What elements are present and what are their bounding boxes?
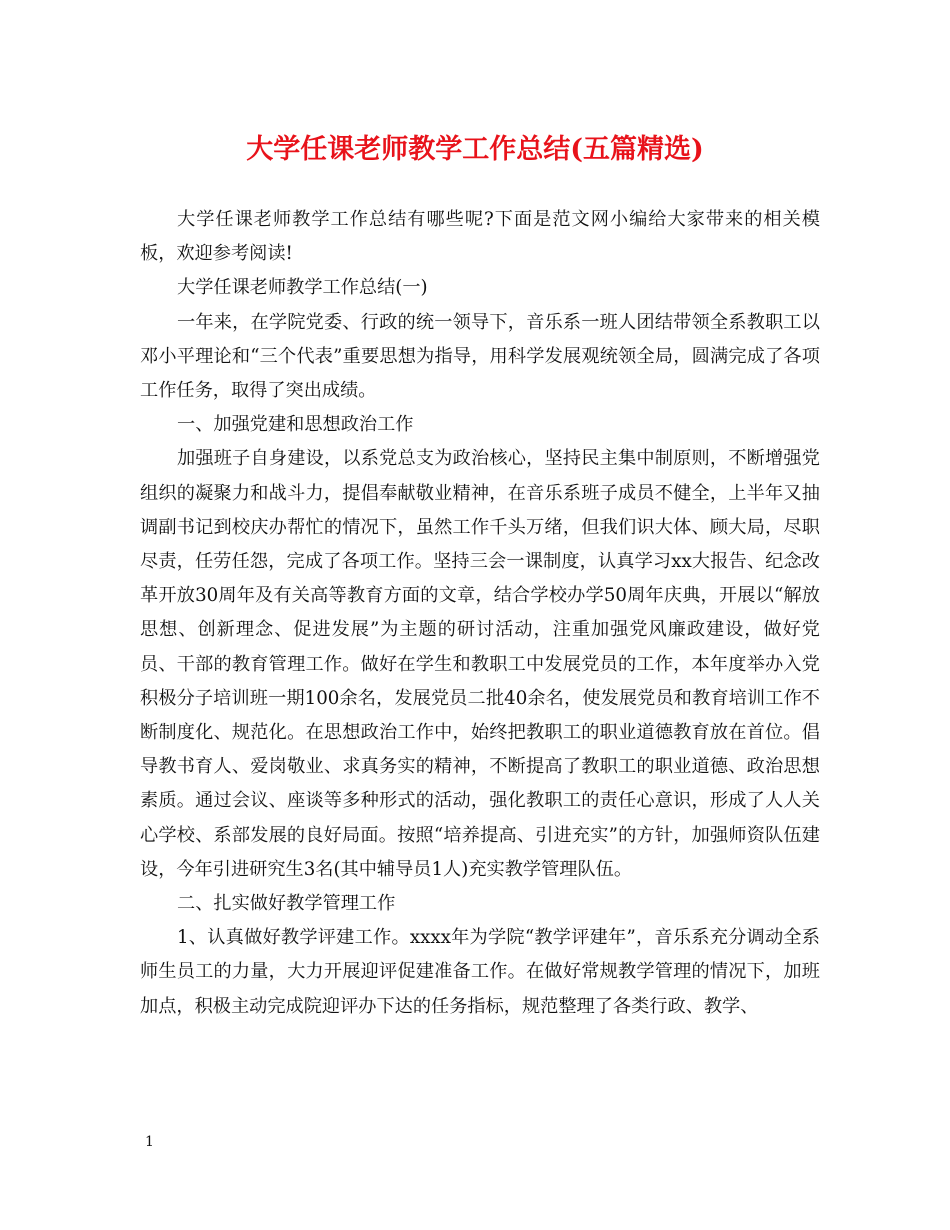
intro-paragraph: 大学任课老师教学工作总结有哪些呢?下面是范文网小编给大家带来的相关模板，欢迎参考阅读! xyxy=(140,209,820,265)
party-building-heading: 一、加强党建和思想政治工作 xyxy=(177,414,414,436)
page-number: 1 xyxy=(145,1134,154,1150)
section-heading-one: 大学任课老师教学工作总结(一) xyxy=(177,277,428,299)
overview-paragraph: 一年来，在学院党委、行政的统一领导下，音乐系一班人团结带领全系教职工以邓小平理论和“三个代表”重要思想为指导，用科学发展观统领全局，圆满完成了各项工作任务，取得了突出成绩。 xyxy=(140,311,820,402)
document-title: 大学任课老师教学工作总结(五篇精选) xyxy=(246,134,704,165)
teaching-evaluation-paragraph: 1、认真做好教学评建工作。xxxx年为学院“教学评建年”，音乐系充分调动全系师生员工的力量，大力开展迎评促建准备工作。在做好常规教学管理的情况下，加班加点，积极主动完成院迎评办下达的任务指标，规范整理了各类行政、教学、 xyxy=(140,927,820,1017)
party-building-paragraph: 加强班子自身建设，以系党总支为政治核心，坚持民主集中制原则，不断增强党组织的凝聚力和战斗力，提倡奉献敬业精神，在音乐系班子成员不健全，上半年又抽调副书记到校庆办帮忙的情况下，虽然工作千头万绪，但我们识大体、顾大局，尽职尽责，任劳任怨，完成了各项工作。坚持三会一课制度，认真学习xx大报告、纪念改革开放30周年及有关高等教育方面的文章，结合学校办学50周年庆典，开展以“解放思想、创新理念、促进发展”为主题的研讨活动，注重加强党风廉政建设，做好党员、干部的教育管理工作。做好在学生和教职工中发展党员的工作，本年度举办入党积极分子培训班一期100余名，发展党员二批40余名，使发展党员和教育培训工作不断制度化、规范化。在思想政治工作中，始终把教职工的职业道德教育放在首位。倡导教书育人、爱岗敬业、求真务实的精神，不断提高了教职工的职业道德、政治思想素质。通过会议、座谈等多种形式的活动，强化教职工的责任心意识，形成了人人关心学校、系部发展的良好局面。按照“培养提高、引进充实”的方针，加强师资队伍建设，今年引进研究生3名(其中辅导员1人)充实教学管理队伍。 xyxy=(140,448,820,880)
teaching-management-heading: 二、扎实做好教学管理工作 xyxy=(177,893,396,915)
document-body xyxy=(140,203,820,1024)
